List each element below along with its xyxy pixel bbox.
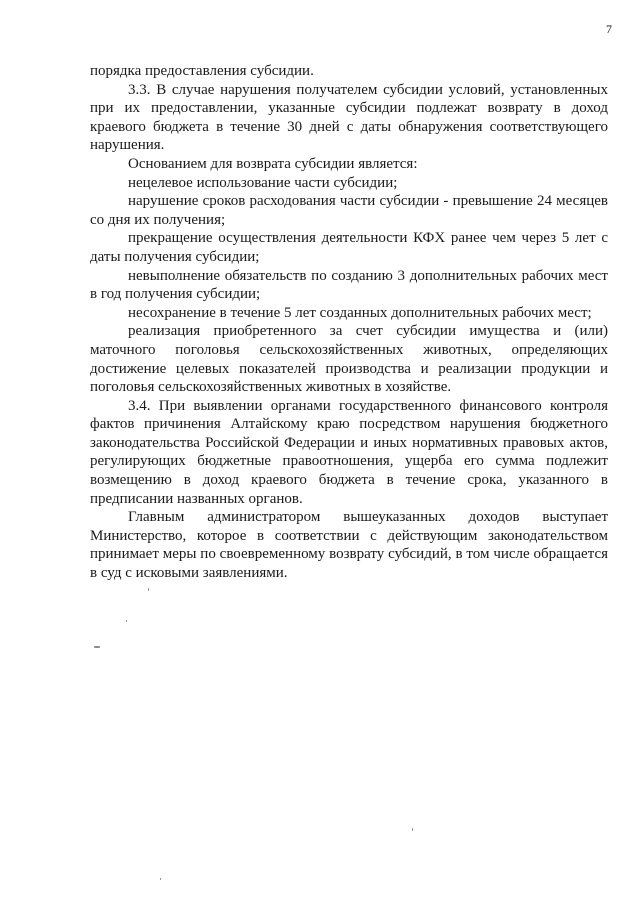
document-text bbox=[90, 62, 608, 583]
list-item-jobs-not-created: невыполнение обязательств по созданию 3 дополнительных рабочих мест в год получения субсидии; bbox=[90, 267, 608, 303]
paragraph-grounds-intro: Основанием для возврата субсидии является: bbox=[128, 155, 418, 172]
paragraph-administrator: Главным администратором вышеуказанных доходов выступает Министерство, которое в соответствии с действующим законодательством принимает меры по своевременному возврату субсидий, в том числе обращается в суд с исковыми заявлениями. bbox=[90, 509, 608, 582]
list-item-misuse: нецелевое использование части субсидии; bbox=[128, 174, 398, 191]
scan-speck bbox=[148, 588, 149, 591]
scan-speck bbox=[412, 828, 413, 831]
scan-speck bbox=[160, 878, 161, 880]
list-item-jobs-not-kept: несохранение в течение 5 лет созданных дополнительных рабочих мест; bbox=[128, 304, 592, 321]
page-number: 7 bbox=[606, 22, 612, 36]
list-item-asset-sale: реализация приобретенного за счет субсидии имущества и (или) маточного поголовья сельскохозяйственных животных, определяющих достижение целевых показателей производства и реализации продукции и поголовья сельскохозяйственных животных в хозяйстве. bbox=[90, 323, 608, 396]
paragraph-clause-3-3: 3.3. В случае нарушения получателем субсидии условий, установленных при их предоставлении, указанные субсидии подлежат возврату в доход краевого бюджета в течение 30 дней с даты обнаружения соответствующего нарушения. bbox=[90, 81, 608, 154]
paragraph-clause-3-4: 3.4. При выявлении органами государственного финансового контроля фактов причинения Алтайскому краю посредством нарушения бюджетного законодательства Российской Федерации и иных нормативных правовых актов, регулирующих бюджетные правоотношения, ущерба его сумма подлежит возмещению в доход краевого бюджета в течение срока, указанного в предписании названных органов. bbox=[90, 397, 608, 507]
scan-speck bbox=[126, 620, 127, 622]
scan-speck bbox=[94, 646, 100, 648]
list-item-termination: прекращение осуществления деятельности КФХ ранее чем через 5 лет с даты получения субсидии; bbox=[90, 230, 608, 265]
list-item-deadline-violation: нарушение сроков расходования части субсидии - превышение 24 месяцев со дня их получения; bbox=[90, 193, 608, 228]
paragraph-continuation: порядка предоставления субсидии. bbox=[90, 63, 314, 79]
